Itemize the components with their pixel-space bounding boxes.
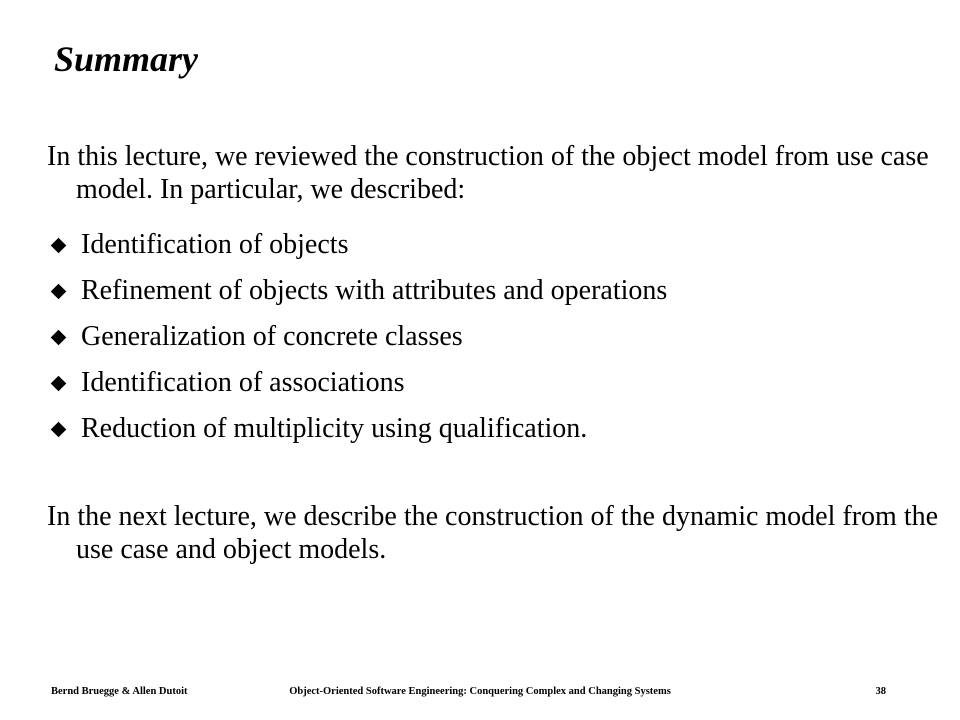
footer-authors: Bernd Bruegge & Allen Dutoit [51, 686, 188, 697]
outro-paragraph: In the next lecture, we describe the construction of the dynamic model from the use case and object models. [47, 501, 939, 565]
diamond-bullet-icon [51, 329, 67, 345]
slide-title: Summary [54, 39, 199, 79]
footer-page-number: 38 [875, 686, 886, 697]
footer [0, 686, 960, 706]
bullet-text: Identification of objects [81, 229, 349, 260]
bullet-item [47, 406, 927, 452]
diamond-bullet-icon [51, 237, 67, 253]
bullet-text: Reduction of multiplicity using qualification. [81, 413, 588, 444]
footer-book-title: Object-Oriented Software Engineering: Conquering Complex and Changing Systems [289, 686, 671, 697]
diamond-bullet-icon [51, 375, 67, 391]
intro-paragraph: In this lecture, we reviewed the construction of the object model from use case model. In particular, we described: [47, 141, 929, 205]
bullet-item [47, 360, 927, 406]
bullet-text: Identification of associations [81, 367, 405, 398]
bullet-item [47, 314, 927, 360]
bullet-text: Generalization of concrete classes [81, 321, 463, 352]
diamond-bullet-icon [51, 283, 67, 299]
bullet-text: Refinement of objects with attributes and operations [81, 275, 668, 306]
diamond-bullet-icon [51, 421, 67, 437]
bullet-list [47, 222, 927, 452]
bullet-item [47, 222, 927, 268]
bullet-item [47, 268, 927, 314]
